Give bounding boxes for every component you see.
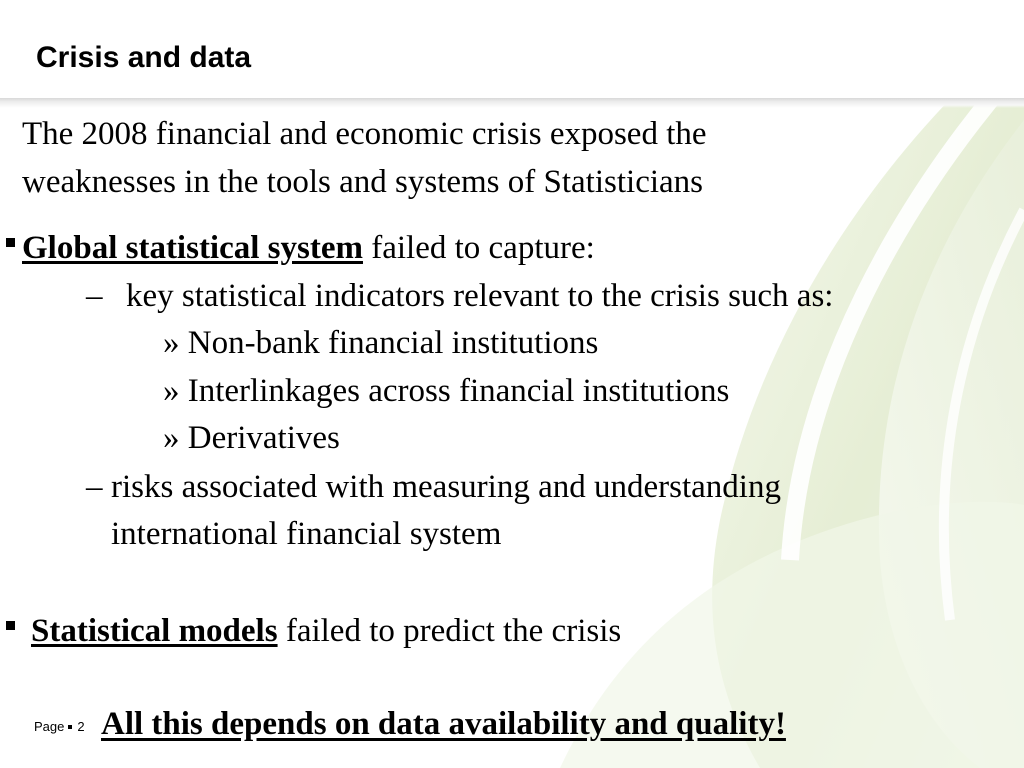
bullet-emphasis: Statistical models [31,613,278,649]
bullet-text: failed to capture: [362,230,595,266]
square-bullet-icon [6,238,15,247]
bullet-emphasis: Global statistical system [22,230,363,266]
sub-bullet-key-indicators: key statistical indicators relevant to the crisis such as: [126,278,834,314]
bullet-global-statistical-system [22,228,595,268]
sub-bullet-dash: – [86,469,103,505]
page-number-footer [34,719,85,735]
intro-line-2: weaknesses in the tools and systems of Statisticians [22,164,703,200]
sub-bullet-risks-line-1: risks associated with measuring and understanding [111,469,781,505]
page-number: 2 [77,719,85,734]
sub-sub-item-interlinkages: » Interlinkages across financial institutions [163,373,730,409]
conclusion-statement: All this depends on data availability and quality! [101,706,786,742]
sub-bullet-risks-line-2: international financial system [111,516,502,552]
sub-sub-item-derivatives: » Derivatives [163,420,340,456]
bullet-statistical-models [31,611,621,651]
intro-line-1: The 2008 financial and economic crisis exposed the [22,116,707,152]
slide-title: Crisis and data [36,41,252,74]
separator-dot-icon [68,725,72,729]
square-bullet-icon [6,621,15,630]
sub-sub-item-non-bank: » Non-bank financial institutions [163,325,599,361]
sub-bullet-dash: – [86,278,103,314]
bullet-text: failed to predict the crisis [277,613,622,649]
header-divider [0,98,1024,108]
page-label: Page [34,719,65,734]
